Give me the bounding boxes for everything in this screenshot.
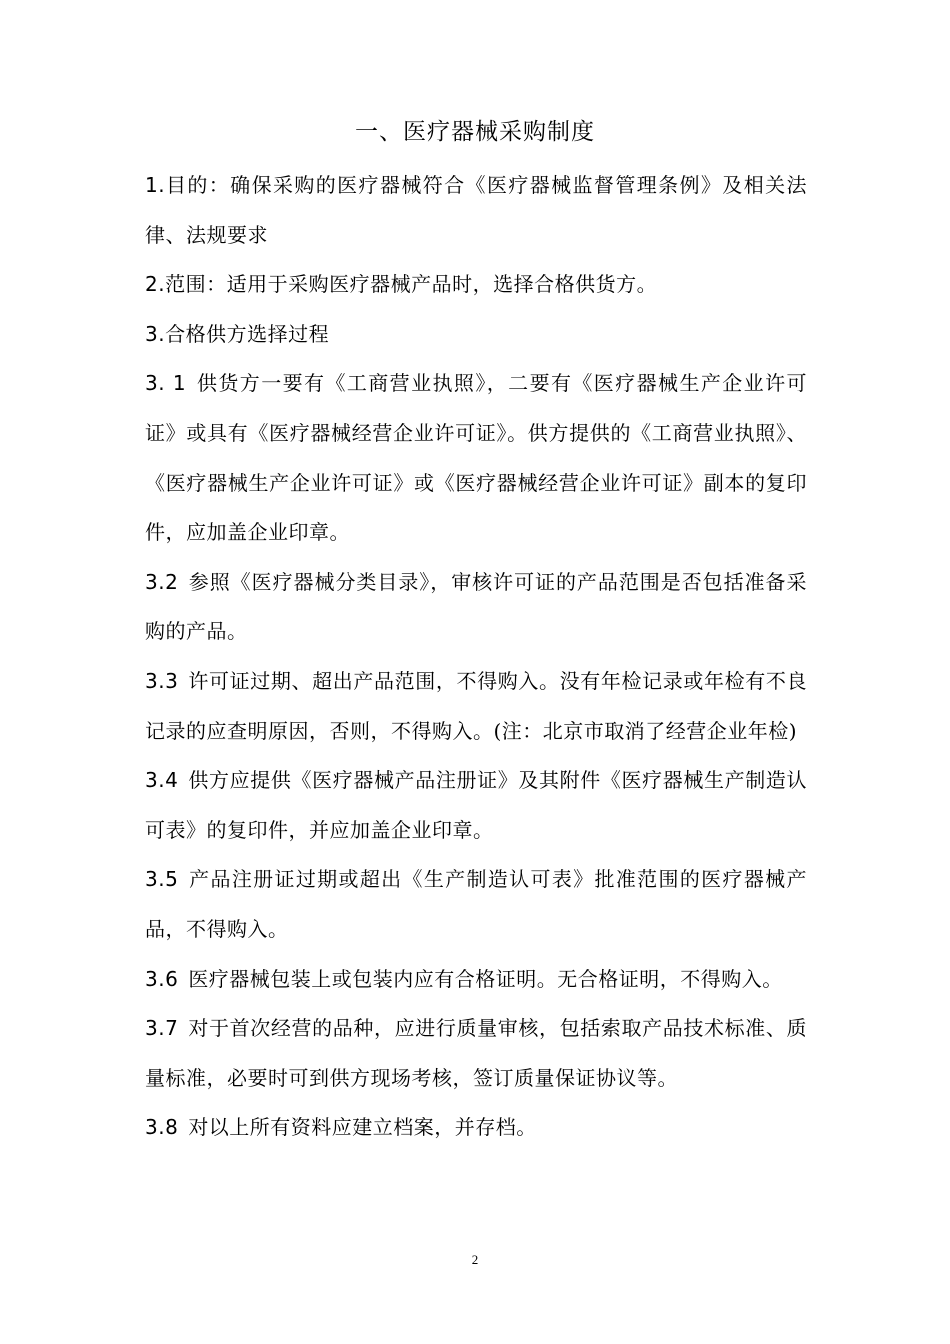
- paragraph-3: [145, 310, 807, 360]
- paragraph-3-3: [145, 657, 807, 756]
- paragraph-text: 范围：适用于采购医疗器械产品时，选择合格供货方。: [165, 272, 658, 297]
- paragraph-text: 目的：确保采购的医疗器械符合《医疗器械监督管理条例》及相关法律、法规要求: [145, 173, 807, 247]
- paragraph-3-1: [145, 359, 807, 557]
- document-title: 一、医疗器械采购制度: [355, 119, 595, 145]
- paragraph-text: 产品注册证过期或超出《生产制造认可表》批准范围的医疗器械产品，不得购入。: [145, 867, 807, 941]
- paragraph-number: 2.: [145, 272, 166, 297]
- paragraph-text: 医疗器械包装上或包装内应有合格证明。无合格证明，不得购入。: [188, 966, 783, 991]
- paragraph-number: 3. 1: [145, 371, 187, 396]
- paragraph-text: 对以上所有资料应建立档案，并存档。: [188, 1115, 537, 1140]
- paragraph-text: 许可证过期、超出产品范围，不得购入。没有年检记录或年检有不良记录的应查明原因，否则，不得购入。(注：北京市取消了经营企业年检): [145, 668, 807, 743]
- paragraph-3-2: [145, 558, 807, 657]
- paragraph-number: 3.2: [145, 569, 179, 594]
- paragraph-1: [145, 161, 807, 260]
- paragraph-3-4: [145, 756, 807, 855]
- paragraph-text: 参照《医疗器械分类目录》，审核许可证的产品范围是否包括准备采购的产品。: [145, 569, 807, 644]
- paragraph-number: 1.: [145, 173, 166, 197]
- document-body: [145, 161, 807, 1153]
- paragraph-text: 合格供方选择过程: [165, 321, 330, 346]
- paragraph-3-5: [145, 855, 807, 954]
- paragraph-text: 对于首次经营的品种，应进行质量审核，包括索取产品技术标准、质量标准，必要时可到供方现场考核，签订质量保证协议等。: [145, 1016, 807, 1090]
- page-number: 2: [471, 1252, 479, 1267]
- paragraph-number: 3.3: [145, 668, 179, 693]
- paragraph-number: 3.7: [145, 1016, 179, 1041]
- paragraph-number: 3.: [145, 321, 166, 346]
- paragraph-number: 3.8: [145, 1115, 179, 1140]
- paragraph-text: 供货方一要有《工商营业执照》，二要有《医疗器械生产企业许可证》或具有《医疗器械经营企业许可证》。供方提供的《工商营业执照》、《医疗器械生产企业许可证》或《医疗器械经营企业许可证》副本的复印件，应加盖企业印章。: [145, 371, 807, 545]
- paragraph-number: 3.5: [145, 867, 179, 892]
- paragraph-text: 供方应提供《医疗器械产品注册证》及其附件《医疗器械生产制造认可表》的复印件，并应加盖企业印章。: [145, 768, 807, 842]
- paragraph-number: 3.4: [145, 768, 179, 793]
- paragraph-3-8: [145, 1103, 807, 1153]
- paragraph-2: [145, 260, 807, 310]
- paragraph-number: 3.6: [145, 966, 179, 991]
- paragraph-3-7: [145, 1004, 807, 1103]
- paragraph-3-6: [145, 955, 807, 1005]
